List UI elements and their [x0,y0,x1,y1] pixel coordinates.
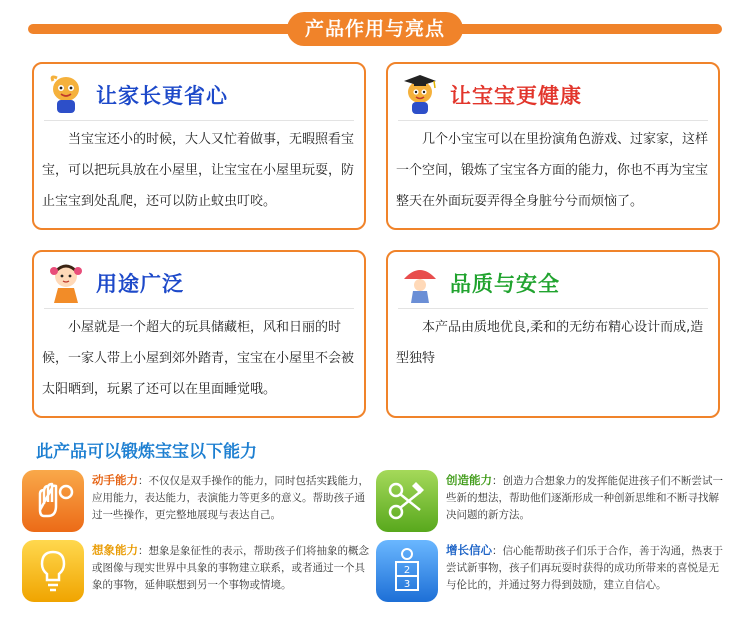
card-divider [398,308,708,309]
card-title: 用途广泛 [96,272,184,296]
ability-text [92,542,372,594]
ability-text [446,542,726,594]
card-title: 让宝宝更健康 [450,84,582,108]
card-divider [44,308,354,309]
card-title: 让家长更省心 [96,84,228,108]
ability-confidence [376,538,726,606]
abilities-heading: 此产品可以锻炼宝宝以下能力 [36,442,257,462]
card-body: 几个小宝宝可以在里扮演角色游戏、过家家，这样一个空间，锻炼了宝宝各方面的能力，你也不再为宝宝整天在外面玩耍弄得全身脏兮兮而烦恼了。 [396,132,709,209]
card-title: 品质与安全 [450,272,560,296]
ability-text [446,472,726,524]
hands-icon [22,470,84,532]
card-header [398,72,708,118]
ability-label: 增长信心 [446,543,492,557]
card-body: 本产品由质地优良,柔和的无纺布精心设计而成,造型独特 [396,320,704,366]
podium-icon [376,540,438,602]
card-divider [398,120,708,121]
ability-label: 创造能力 [446,473,492,487]
ability-label: 想象能力 [92,543,138,557]
card-quality-safety [386,250,720,418]
ability-desc: ：信心能帮助孩子们乐于合作，善于沟通，热衷于尝试新事物，孩子们再玩耍时获得的成功所带来的喜悦是无与伦比的，并通过努力得到鼓励，建立自信心。 [446,545,723,591]
card-header [398,260,708,306]
cartoon-girl-icon [44,261,88,305]
card-body: 小屋就是一个超大的玩具储藏柜，风和日丽的时候，一家人带上小屋到郊外踏青，宝宝在小屋里不会被太阳晒到，玩累了还可以在里面睡觉哦。 [42,320,355,397]
card-wide-use [32,250,366,418]
ability-desc: ：想象是象征性的表示，帮助孩子们将抽象的概念或图像与现实世界中具象的事物建立联系，或者通过一个具象的事物，延伸联想到另一个事物或情境。 [92,545,369,591]
card-header [44,260,354,306]
card-header [44,72,354,118]
cartoon-kid-icon [44,73,88,117]
card-baby-healthier [386,62,720,230]
svg-text:2: 2 [403,565,411,576]
ability-desc: ：不仅仅是双手操作的能力，同时包括实践能力，应用能力，表达能力，表演能力等更多的意义。帮助孩子通过一些操作，更完整地展现与表达自己。 [92,475,369,521]
ability-text [92,472,372,524]
umbrella-kid-icon [398,261,442,305]
graduate-kid-icon [398,73,442,117]
tools-icon [376,470,438,532]
card-parents-worry-less [32,62,366,230]
banner-title: 产品作用与亮点 [287,12,463,46]
svg-text:3: 3 [403,579,411,590]
ability-hands-on [22,468,372,536]
ability-label: 动手能力 [92,473,138,487]
lightbulb-icon [22,540,84,602]
ability-creativity [376,468,726,536]
card-divider [44,120,354,121]
card-body: 当宝宝还小的时候，大人又忙着做事，无暇照看宝宝，可以把玩具放在小屋里，让宝宝在小屋里玩耍，防止宝宝到处乱爬，还可以防止蚊虫叮咬。 [42,132,355,209]
ability-desc: ：创造力合想象力的发挥能促进孩子们不断尝试一些新的想法，帮助他们逐渐形成一种创新思维和不断寻找解决问题的新方法。 [446,475,723,521]
ability-imagination [22,538,372,606]
